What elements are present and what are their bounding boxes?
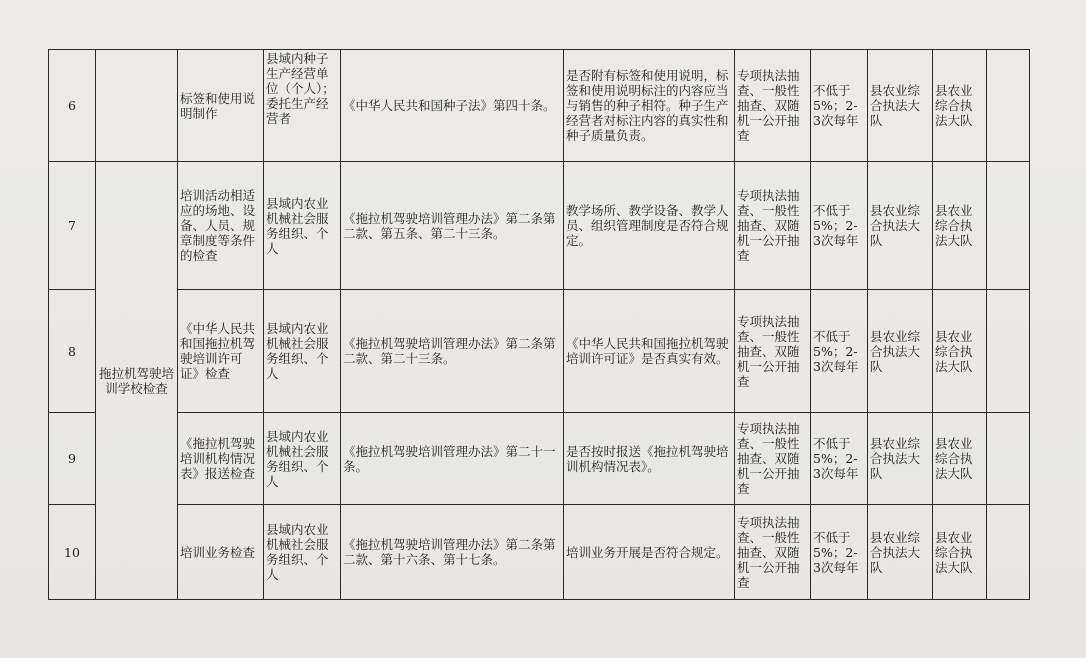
- group-check-item: 拖拉机驾驶培训学校检查: [96, 162, 178, 600]
- check-ratio: 不低于5%；2-3次每年: [811, 290, 868, 413]
- check-method: 专项执法抽查、一般性抽查、双随机一公开抽查: [735, 50, 811, 162]
- table-row: [49, 505, 1030, 600]
- check-basis: 《拖拉机驾驶培训管理办法》第二十一条。: [341, 413, 564, 505]
- check-item-name: 《中华人民共和国拖拉机驾驶培训许可证》检查: [178, 290, 264, 413]
- remark-cell: [987, 413, 1030, 505]
- check-method: 专项执法抽查、一般性抽查、双随机一公开抽查: [735, 162, 811, 290]
- check-method: 专项执法抽查、一般性抽查、双随机一公开抽查: [735, 290, 811, 413]
- check-content: 《中华人民共和国拖拉机驾驶培训许可证》是否真实有效。: [564, 290, 735, 413]
- check-basis: 《中华人民共和国种子法》第四十条。: [341, 50, 564, 162]
- remark-cell: [987, 290, 1030, 413]
- check-subject: [264, 50, 341, 162]
- table-row: [49, 50, 1030, 162]
- check-basis: 《拖拉机驾驶培训管理办法》第二条第二款、第二十三条。: [341, 290, 564, 413]
- check-subject-text: 县域内种子生产经营单位（个人）；委托生产经营者: [266, 50, 335, 126]
- row-number: 6: [49, 50, 96, 162]
- check-content: 是否附有标签和使用说明，标签和使用说明标注的内容应当与销售的种子相符。种子生产经营者对标注内容的真实性和种子质量负责。: [564, 50, 735, 162]
- table-row: [49, 413, 1030, 505]
- check-content: 是否按时报送《拖拉机驾驶培训机构情况表》。: [564, 413, 735, 505]
- check-ratio: 不低于5%；2-3次每年: [811, 505, 868, 600]
- table-row: [49, 290, 1030, 413]
- check-org-2: 县农业综合执法大队: [933, 505, 987, 600]
- check-ratio: 不低于5%；2-3次每年: [811, 50, 868, 162]
- check-org: 县农业综合执法大队: [868, 50, 933, 162]
- check-org: 县农业综合执法大队: [868, 505, 933, 600]
- row-number: 7: [49, 162, 96, 290]
- check-org-2: 县农业综合执法大队: [933, 413, 987, 505]
- check-subject: 县域内农业机械社会服务组织、个人: [264, 505, 341, 600]
- check-ratio: 不低于5%；2-3次每年: [811, 413, 868, 505]
- table-row: [49, 162, 1030, 290]
- empty-item-cell: [96, 50, 178, 162]
- row-number: 10: [49, 505, 96, 600]
- remark-cell: [987, 162, 1030, 290]
- check-org: 县农业综合执法大队: [868, 162, 933, 290]
- check-subject: 县域内农业机械社会服务组织、个人: [264, 290, 341, 413]
- check-content: 培训业务开展是否符合规定。: [564, 505, 735, 600]
- check-ratio: 不低于5%；2-3次每年: [811, 162, 868, 290]
- check-basis: 《拖拉机驾驶培训管理办法》第二条第二款、第五条、第二十三条。: [341, 162, 564, 290]
- row-number: 8: [49, 290, 96, 413]
- check-basis: 《拖拉机驾驶培训管理办法》第二条第二款、第十六条、第十七条。: [341, 505, 564, 600]
- check-item-name: 《拖拉机驾驶培训机构情况表》报送检查: [178, 413, 264, 505]
- inspection-table: [48, 49, 1030, 600]
- check-content: 教学场所、教学设备、教学人员、组织管理制度是否符合规定。: [564, 162, 735, 290]
- check-method: 专项执法抽查、一般性抽查、双随机一公开抽查: [735, 505, 811, 600]
- check-org-2: 县农业综合执法大队: [933, 290, 987, 413]
- check-org: 县农业综合执法大队: [868, 290, 933, 413]
- row-number: 9: [49, 413, 96, 505]
- remark-cell: [987, 50, 1030, 162]
- check-subject: 县域内农业机械社会服务组织、个人: [264, 162, 341, 290]
- check-org: 县农业综合执法大队: [868, 413, 933, 505]
- check-item-name: 培训业务检查: [178, 505, 264, 600]
- check-item-name: 标签和使用说明制作: [178, 50, 264, 162]
- remark-cell: [987, 505, 1030, 600]
- check-subject: 县域内农业机械社会服务组织、个人: [264, 413, 341, 505]
- check-item-name: 培训活动相适应的场地、设备、人员、规章制度等条件的检查: [178, 162, 264, 290]
- check-method: 专项执法抽查、一般性抽查、双随机一公开抽查: [735, 413, 811, 505]
- check-org-2: 县农业综合执法大队: [933, 162, 987, 290]
- check-org-2: 县农业综合执法大队: [933, 50, 987, 162]
